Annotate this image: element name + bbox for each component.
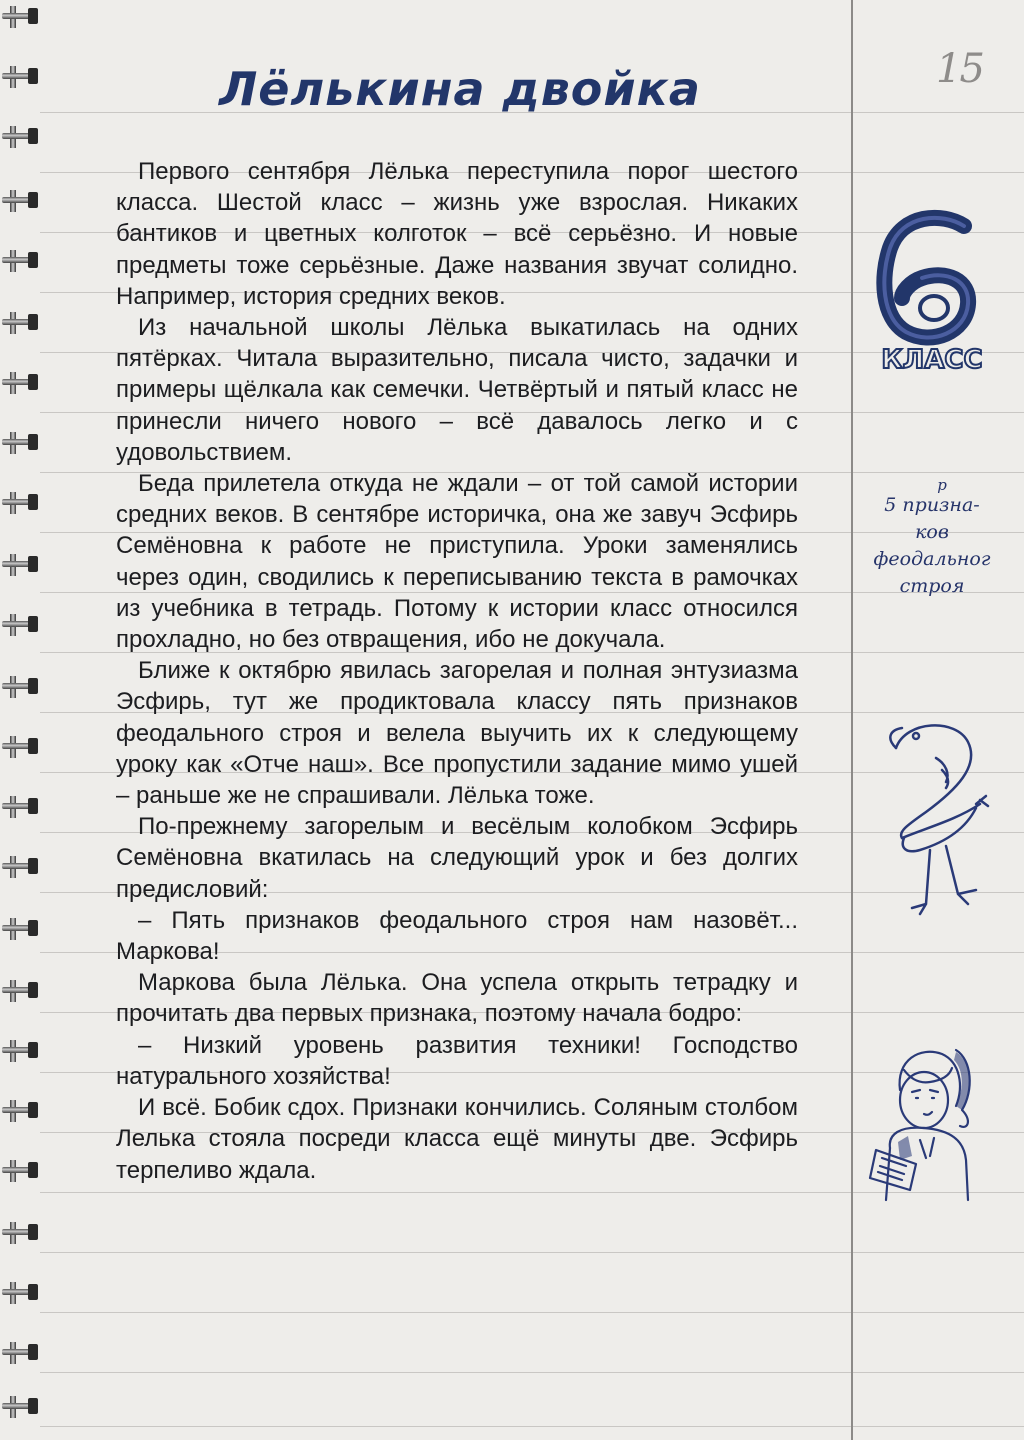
spiral-coil xyxy=(2,1282,38,1304)
paragraph: Маркова была Лёлька. Она успела открыть тетрадку и прочитать два первых признака, поэтому начала бодро: xyxy=(116,969,798,1028)
spiral-coil xyxy=(2,736,38,758)
note-line: р xyxy=(937,476,947,494)
spiral-coil xyxy=(2,796,38,818)
spiral-coil xyxy=(2,1160,38,1182)
paragraph: И всё. Бобик сдох. Признаки кончились. Соляным столбом Лелька стояла посреди класса ещё минуты две. Эсфирь терпеливо ждала. xyxy=(116,1094,798,1184)
paragraph: Из начальной школы Лёлька выкатилась на одних пятёрках. Читала выразительно, писала чисто, задачки и примеры щёлкала как семечки. Четвёртый и пятый класс не принесли ничего нового – всё давалось легко и с удовольствием. xyxy=(116,314,798,466)
spiral-coil xyxy=(2,250,38,272)
note-line: ков xyxy=(915,521,949,543)
spiral-coil xyxy=(2,918,38,940)
spiral-coil xyxy=(2,432,38,454)
note-line: 5 призна- xyxy=(884,494,980,516)
spiral-coil xyxy=(2,66,38,88)
paragraph: По-прежнему загорелым и весёлым колобком Эсфирь Семёновна вкатилась на следующий урок и без долгих предисловий: xyxy=(116,813,798,903)
paragraph: – Низкий уровень развития техники! Господство натурального хозяйства! xyxy=(116,1031,798,1090)
page-title: Лёлькина двойка xyxy=(219,62,701,116)
spiral-coil xyxy=(2,856,38,878)
spiral-coil xyxy=(2,1342,38,1364)
note-line: феодальног xyxy=(873,548,991,570)
note-line: строя xyxy=(899,575,965,597)
spiral-coil xyxy=(2,676,38,698)
mark-two-swan-doodle xyxy=(876,708,1000,918)
page-number: 15 xyxy=(936,46,983,92)
spiral-coil xyxy=(2,1100,38,1122)
spiral-coil xyxy=(2,312,38,334)
spiral-coil xyxy=(2,372,38,394)
spiral-coil xyxy=(2,126,38,148)
girl-reading-doodle xyxy=(860,1030,980,1210)
paragraph: Ближе к октябрю явилась загорелая и полная энтузиазма Эсфирь, тут же продиктовала классу пять признаков феодального строя и велела выучить их к следующему уроку как «Отче наш». Все пропустили задание мимо ушей – раньше же не спрашивали. Лёлька тоже. xyxy=(116,657,798,810)
spiral-coil xyxy=(2,1040,38,1062)
margin-line xyxy=(851,0,853,1440)
grade-word: КЛАСС xyxy=(881,345,983,375)
margin-note xyxy=(862,478,1002,600)
spiral-coil xyxy=(2,980,38,1002)
paragraph: Первого сентября Лёлька переступила порог шестого класса. Шестой класс – жизнь уже взрослая. Никаких бантиков и цветных колготок – всё серьёзно. И новые предметы тоже серьёзные. Даже названия звучат солидно. Например, история средних веков. xyxy=(116,158,798,310)
grade-number: 6 xyxy=(931,318,933,319)
paragraph: – Пять признаков феодального строя нам назовёт... Маркова! xyxy=(116,906,798,966)
spiral-coil xyxy=(2,554,38,576)
spiral-coil xyxy=(2,492,38,514)
spiral-coil xyxy=(2,614,38,636)
rule-line xyxy=(40,1372,1024,1373)
mark-value: 2 xyxy=(876,708,877,709)
paragraph: Беда прилетела откуда не ждали – от той самой истории средних веков. В сентябре историчка, она же завуч Эсфирь Семёновна к работе не приступила. Уроки заменялись через один, сводились к переписыванию текста в рамочках из учебника в тетрадь. Потому к истории класс относился прохладно, но без отвращения, ибо не докучала. xyxy=(116,470,798,654)
rule-line xyxy=(40,1426,1024,1427)
rule-line xyxy=(40,1312,1024,1313)
body-text xyxy=(116,156,798,1186)
spiral-coil xyxy=(2,1222,38,1244)
spiral-binding xyxy=(0,0,44,1440)
spiral-coil xyxy=(2,190,38,212)
rule-line xyxy=(40,1252,1024,1253)
grade-six-doodle xyxy=(872,208,992,378)
spiral-coil xyxy=(2,6,38,28)
spiral-coil xyxy=(2,1396,38,1418)
